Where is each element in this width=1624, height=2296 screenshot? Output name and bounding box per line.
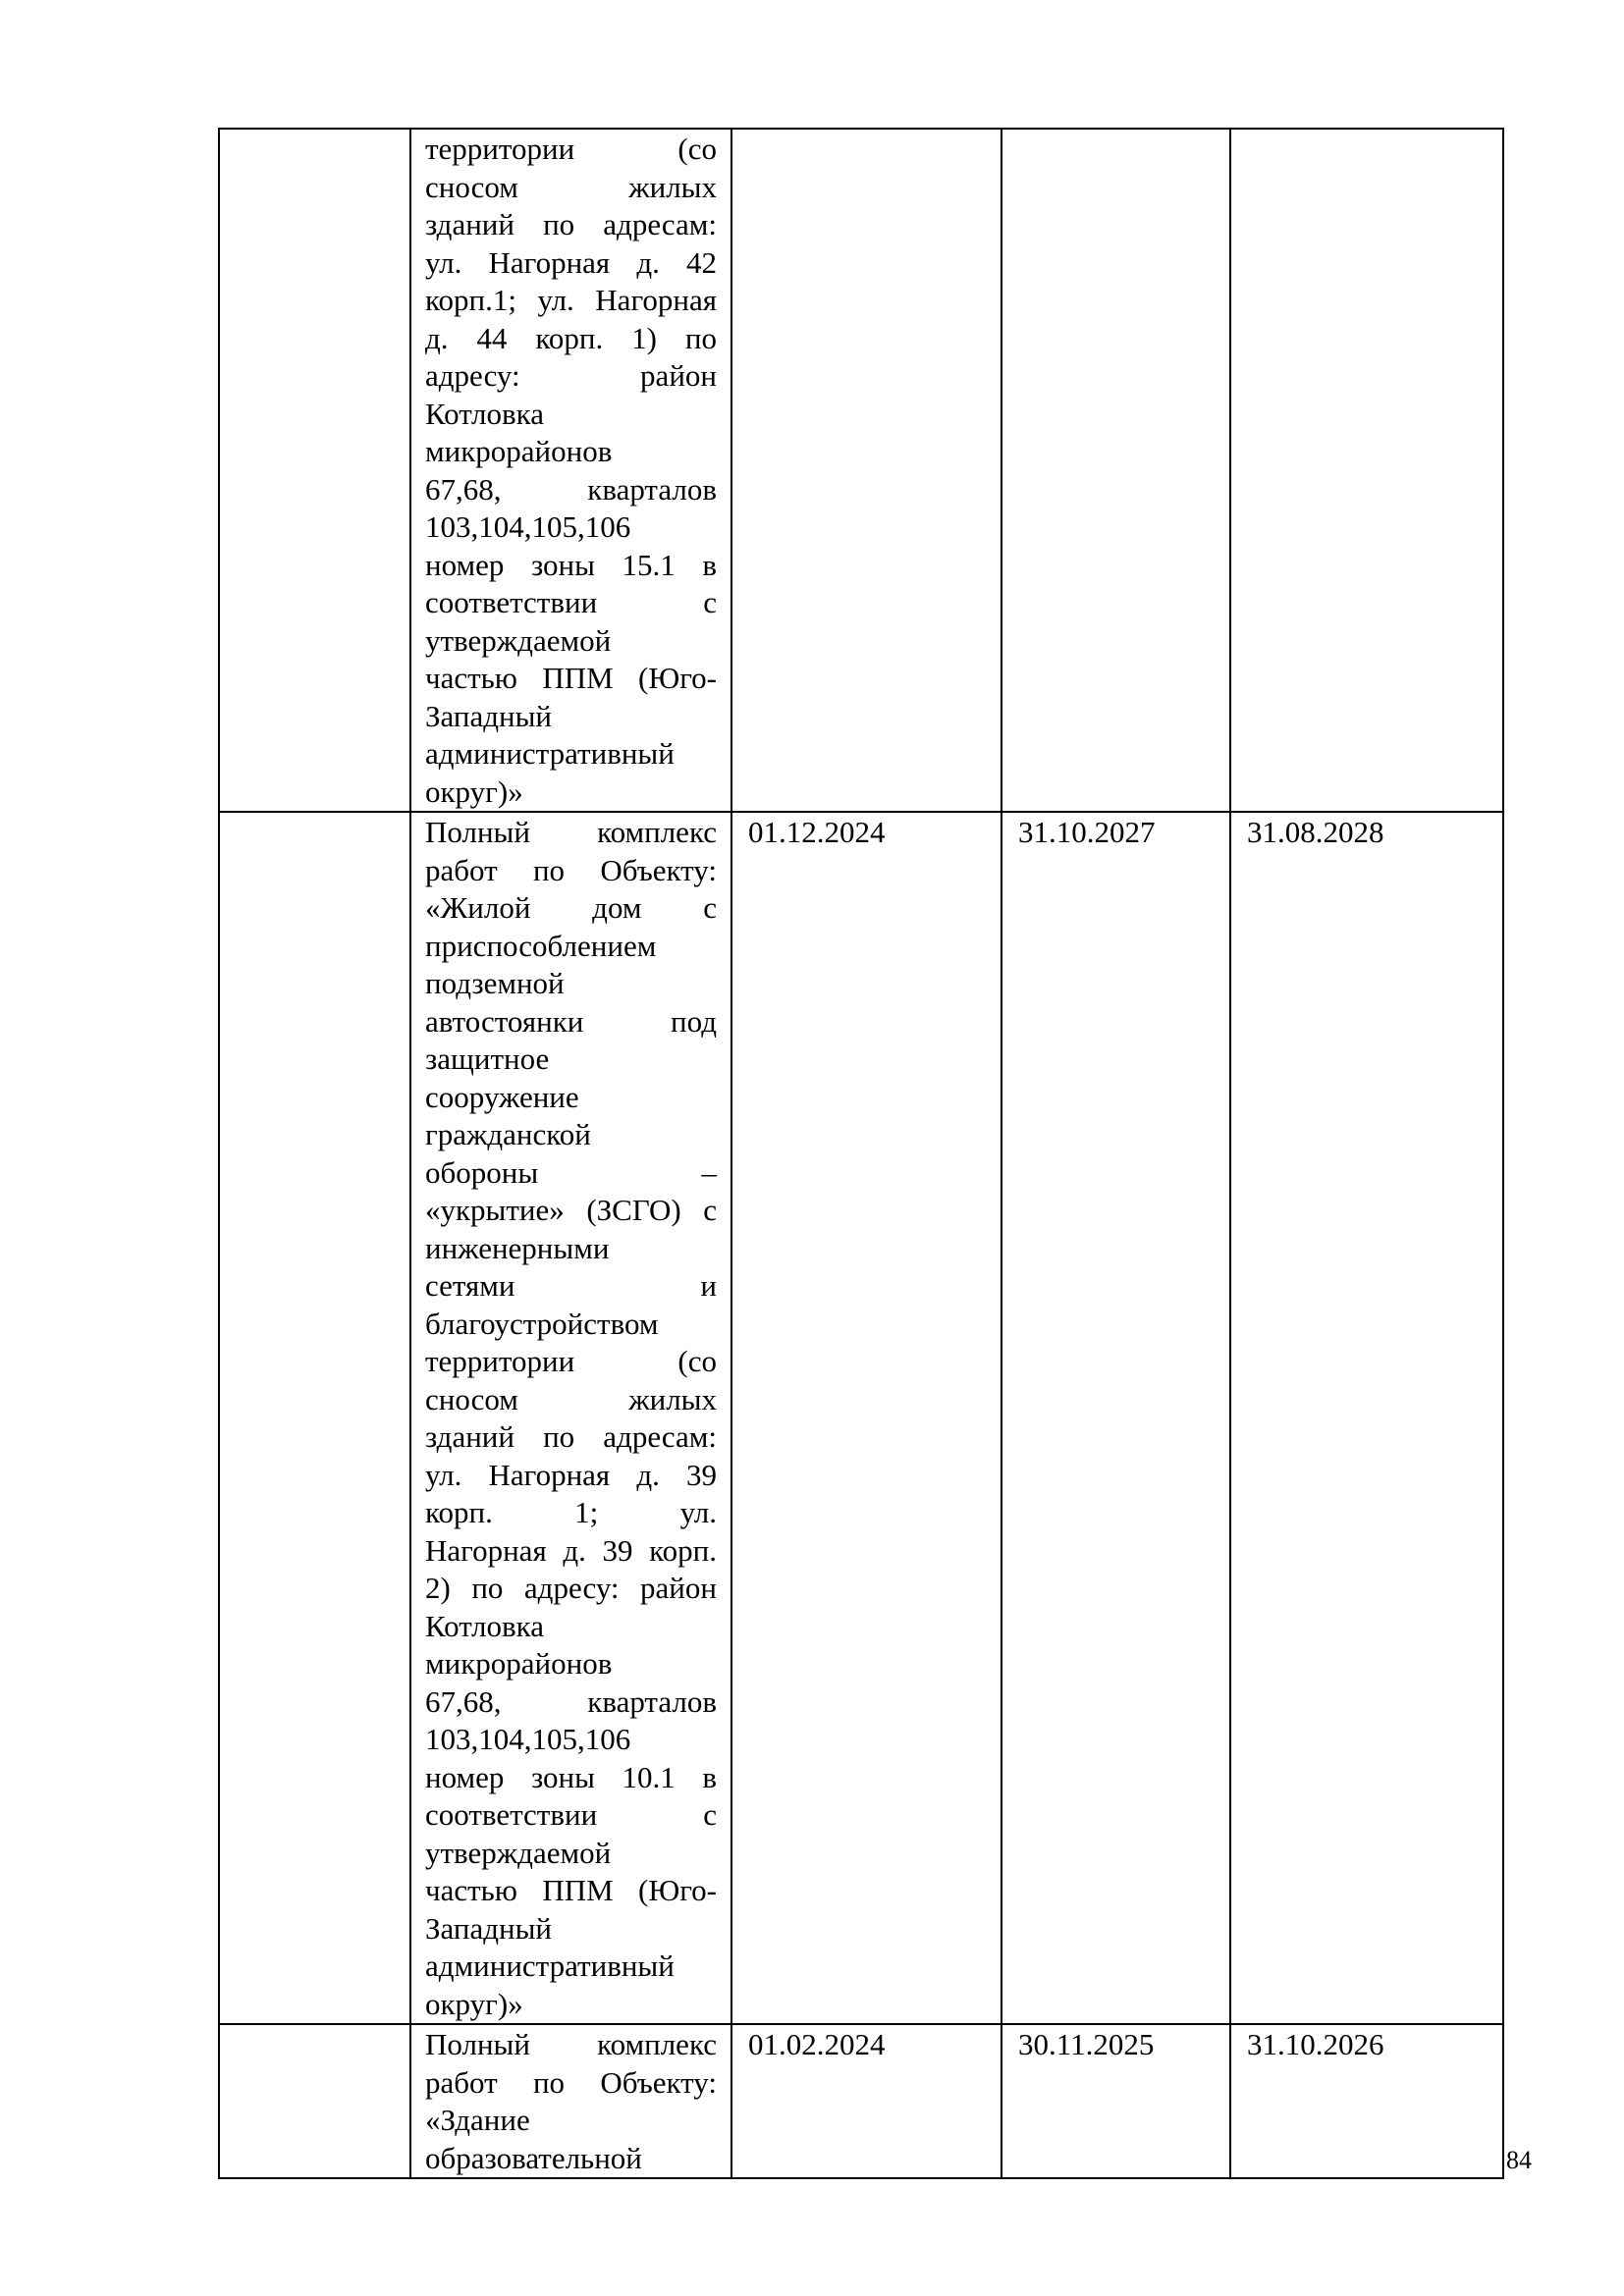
table-cell-description — [410, 812, 731, 2024]
description-line: гражданской — [425, 1117, 591, 1151]
description-line: 67,68, кварталов — [425, 1683, 717, 1719]
description-line: Нагорная д. 39 корп. — [425, 1532, 717, 1568]
table-row — [219, 2024, 1503, 2178]
description-line: округ)» — [425, 1986, 523, 2021]
description-line: Западный — [425, 698, 553, 733]
table-cell-empty — [219, 129, 410, 812]
description-text — [411, 813, 731, 2023]
table-cell-date-mid — [1001, 129, 1230, 812]
date-end: 31.10.2026 — [1247, 2027, 1384, 2061]
description-line: автостоянки под — [425, 1003, 717, 1039]
description-line: микрорайонов — [425, 434, 613, 468]
date-end — [1231, 130, 1502, 131]
description-line: Полный комплекс — [425, 2027, 717, 2061]
description-text — [411, 130, 731, 811]
date-mid: 31.10.2027 — [1018, 815, 1156, 849]
description-line: территории (со — [425, 132, 717, 166]
description-line: утверждаемой — [425, 622, 612, 658]
description-line: административный — [425, 736, 675, 771]
description-line: зданий по адресам: — [425, 207, 717, 241]
description-line: благоустройством — [425, 1306, 659, 1341]
date-start: 01.12.2024 — [748, 815, 886, 849]
table-cell-empty — [219, 2024, 410, 2178]
table-cell-date-end — [1230, 2024, 1503, 2178]
description-line: 2) по адресу: район — [425, 1571, 717, 1605]
description-line: соответствии с — [425, 1797, 717, 1832]
description-text — [411, 2025, 731, 2177]
description-line: зданий по адресам: — [425, 1419, 717, 1454]
description-line: 67,68, кварталов — [425, 471, 717, 507]
description-line: утверждаемой — [425, 1835, 612, 1870]
table-cell-date-start — [731, 812, 1001, 2024]
description-line: Котловка — [425, 1608, 544, 1643]
description-line: округ)» — [425, 774, 523, 809]
description-line: инженерными — [425, 1230, 610, 1265]
date-mid — [1002, 130, 1229, 131]
date-start: 01.02.2024 — [748, 2027, 886, 2061]
description-line: микрорайонов — [425, 1646, 613, 1681]
table-cell-description — [410, 129, 731, 812]
date-end: 31.08.2028 — [1247, 815, 1384, 849]
schedule-table — [218, 128, 1504, 2179]
description-line: защитное — [425, 1041, 550, 1076]
description-line: корп. 1; ул. — [425, 1495, 717, 1529]
table-cell-description — [410, 2024, 731, 2178]
description-line: корп.1; ул. Нагорная — [425, 283, 717, 317]
table-cell-empty — [219, 812, 410, 2024]
table-row — [219, 812, 1503, 2024]
description-line: 103,104,105,106 — [425, 1722, 631, 1756]
description-line: ул. Нагорная д. 42 — [425, 244, 717, 280]
description-line: приспособлением — [425, 928, 657, 963]
description-line: Котловка — [425, 396, 544, 431]
description-line: 103,104,105,106 — [425, 509, 631, 544]
description-line: частью ППМ (Юго- — [425, 661, 717, 695]
table-row — [219, 129, 1503, 812]
page-number: 84 — [1506, 2146, 1532, 2174]
description-line: сносом жилых — [425, 1381, 717, 1416]
description-line: сносом жилых — [425, 169, 717, 204]
table-cell-date-mid — [1001, 812, 1230, 2024]
description-line: образовательной — [425, 2140, 642, 2175]
description-line: подземной — [425, 966, 565, 1000]
description-line: обороны – — [425, 1154, 717, 1190]
table-cell-date-start — [731, 129, 1001, 812]
table-cell-date-start — [731, 2024, 1001, 2178]
description-line: «Жилой дом с — [425, 890, 717, 925]
description-line: Полный комплекс — [425, 815, 717, 849]
date-mid: 30.11.2025 — [1018, 2027, 1155, 2061]
description-line: д. 44 корп. 1) по — [425, 320, 717, 355]
description-line: адресу: район — [425, 358, 717, 393]
table-cell-date-end — [1230, 812, 1503, 2024]
description-line: ул. Нагорная д. 39 — [425, 1457, 717, 1492]
description-line: территории (со — [425, 1344, 717, 1378]
description-line: «укрытие» (ЗСГО) с — [425, 1193, 717, 1227]
description-line: Западный — [425, 1910, 553, 1946]
table-cell-date-end — [1230, 129, 1503, 812]
description-line: соответствии с — [425, 585, 717, 619]
description-line: частью ППМ (Юго- — [425, 1873, 717, 1907]
description-line: административный — [425, 1949, 675, 1983]
description-line: «Здание — [425, 2103, 530, 2137]
description-line: работ по Объекту: — [425, 852, 717, 887]
description-line: работ по Объекту: — [425, 2064, 717, 2100]
description-line: сетями и — [425, 1268, 717, 1303]
table-cell-date-mid — [1001, 2024, 1230, 2178]
description-line: сооружение — [425, 1079, 579, 1114]
date-start — [732, 130, 1001, 131]
description-line: номер зоны 10.1 в — [425, 1759, 717, 1794]
description-line: номер зоны 15.1 в — [425, 547, 717, 582]
